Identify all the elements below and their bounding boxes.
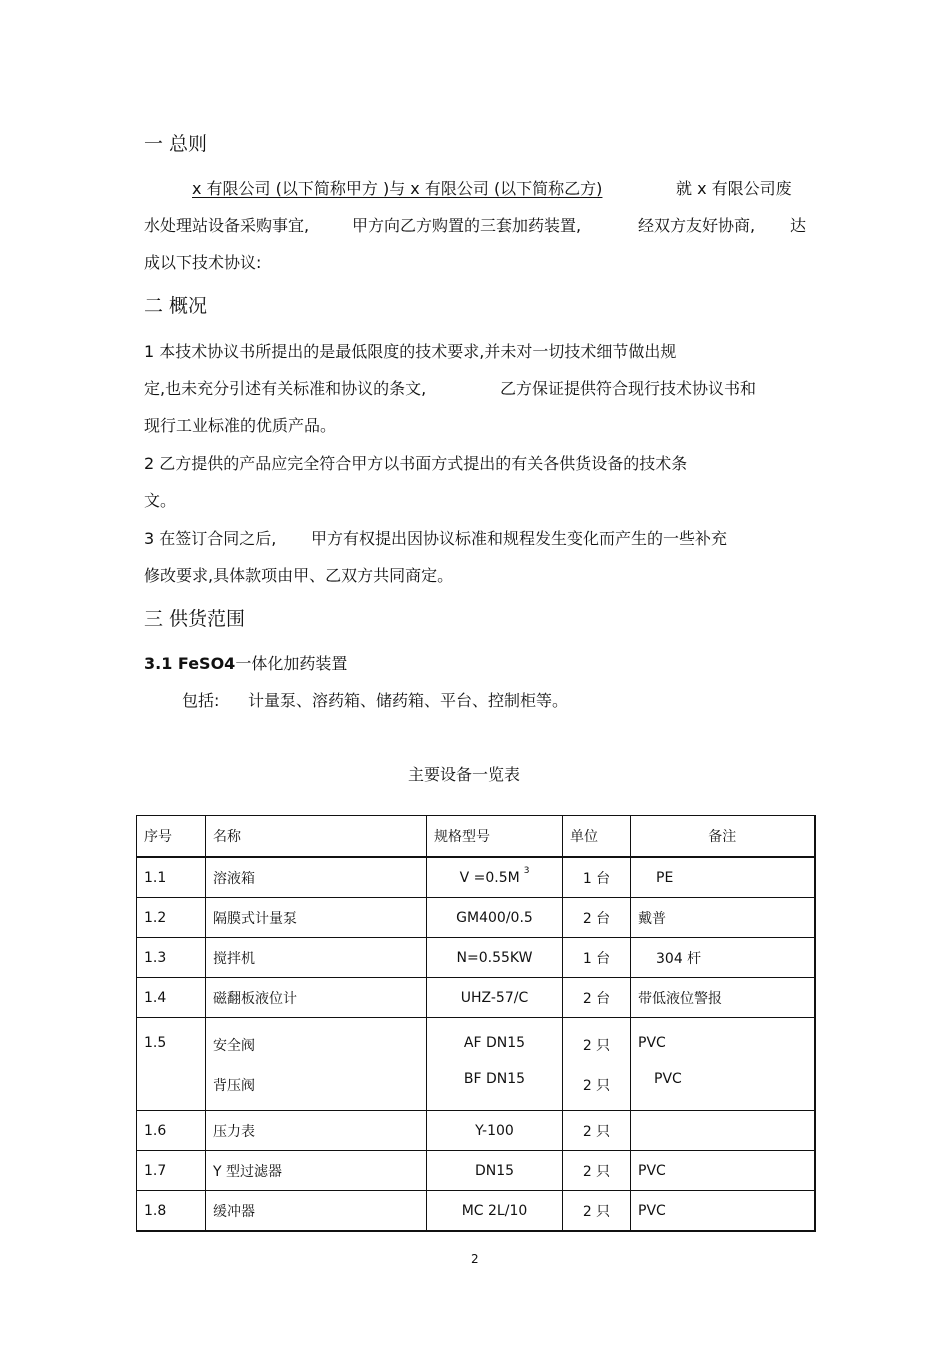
table-header-row bbox=[137, 816, 815, 858]
header-unit: 单位 bbox=[563, 816, 631, 858]
table-row bbox=[137, 1151, 815, 1191]
cell-note-line2: PVC bbox=[654, 1071, 682, 1087]
cell-no: 1.3 bbox=[137, 938, 206, 978]
section-title-general: 一 总则 bbox=[144, 133, 208, 155]
table-caption: 主要设备一览表 bbox=[408, 765, 521, 784]
header-spec: 规格型号 bbox=[427, 816, 563, 858]
cell-spec: MC 2L/10 bbox=[427, 1191, 563, 1232]
cell-name bbox=[206, 1018, 427, 1111]
table-row bbox=[137, 938, 815, 978]
cell-note: PE bbox=[631, 857, 815, 898]
cell-spec-superscript: 3 bbox=[523, 865, 530, 876]
subsection-number: 3.1 FeSO4 bbox=[144, 654, 236, 673]
cell-spec-line2: BF DN15 bbox=[463, 1071, 526, 1087]
cell-spec-text: V =0.5M bbox=[459, 869, 520, 886]
include-label: 包括: bbox=[182, 691, 220, 710]
cell-name: 缓冲器 bbox=[206, 1191, 427, 1232]
cell-spec-line1: AF DN15 bbox=[463, 1035, 526, 1051]
equipment-table bbox=[136, 815, 816, 1232]
cell-name: 溶液箱 bbox=[206, 857, 427, 898]
cell-no: 1.1 bbox=[137, 857, 206, 898]
paragraph-general-line1b: 就 x 有限公司废 bbox=[676, 179, 792, 198]
cell-unit bbox=[563, 1018, 631, 1111]
cell-no: 1.8 bbox=[137, 1191, 206, 1232]
cell-name: 搅拌机 bbox=[206, 938, 427, 978]
cell-unit: 1 台 bbox=[563, 938, 631, 978]
table-row bbox=[137, 857, 815, 898]
cell-spec bbox=[427, 857, 563, 898]
cell-note bbox=[631, 1111, 815, 1151]
overview-item3-line1b: 甲方有权提出因协议标准和规程发生变化而产生的一些补充 bbox=[311, 529, 728, 548]
cell-spec: Y-100 bbox=[427, 1111, 563, 1151]
overview-item1-line2b: 乙方保证提供符合现行技术协议书和 bbox=[500, 379, 757, 398]
paragraph-general-line2a: 水处理站设备采购事宜, bbox=[144, 216, 310, 235]
cell-unit: 1 台 bbox=[563, 857, 631, 898]
overview-item1-line2a: 定,也未充分引述有关标准和协议的条文, bbox=[144, 379, 427, 398]
cell-unit: 2 台 bbox=[563, 898, 631, 938]
section-title-overview: 二 概况 bbox=[144, 295, 208, 317]
paragraph-general-line3: 成以下技术协议: bbox=[144, 253, 262, 272]
cell-unit: 2 只 bbox=[563, 1151, 631, 1191]
cell-note: 304 杆 bbox=[631, 938, 815, 978]
cell-unit-line1: 2 只 bbox=[582, 1038, 611, 1054]
cell-note: 带低液位警报 bbox=[631, 978, 815, 1018]
cell-no: 1.7 bbox=[137, 1151, 206, 1191]
cell-spec: UHZ-57/C bbox=[427, 978, 563, 1018]
page-number: 2 bbox=[471, 1252, 479, 1266]
paragraph-general-line1a: x 有限公司 (以下简称甲方 )与 x 有限公司 (以下简称乙方) bbox=[192, 179, 603, 198]
cell-name: 压力表 bbox=[206, 1111, 427, 1151]
table-row bbox=[137, 1111, 815, 1151]
overview-item1-line3: 现行工业标准的优质产品。 bbox=[144, 416, 337, 435]
overview-item2-line1: 2 乙方提供的产品应完全符合甲方以书面方式提出的有关各供货设备的技术条 bbox=[144, 454, 688, 473]
paragraph-general-line2b: 甲方向乙方购置的三套加药装置, bbox=[352, 216, 582, 235]
overview-item2-line2: 文。 bbox=[144, 491, 177, 510]
cell-unit: 2 台 bbox=[563, 978, 631, 1018]
paragraph-general-line2d: 达 bbox=[790, 216, 807, 235]
cell-spec: GM400/0.5 bbox=[427, 898, 563, 938]
cell-name: 磁翻板液位计 bbox=[206, 978, 427, 1018]
header-name: 名称 bbox=[206, 816, 427, 858]
cell-note: PVC bbox=[631, 1191, 815, 1232]
cell-no: 1.6 bbox=[137, 1111, 206, 1151]
header-no: 序号 bbox=[137, 816, 206, 858]
table-row bbox=[137, 1018, 815, 1111]
cell-unit: 2 只 bbox=[563, 1191, 631, 1232]
paragraph-general-line2c: 经双方友好协商, bbox=[638, 216, 756, 235]
overview-item3-line1a: 3 在签订合同之后, bbox=[144, 529, 277, 548]
cell-note: PVC bbox=[631, 1151, 815, 1191]
cell-name-line1: 安全阀 bbox=[213, 1038, 255, 1054]
overview-item1-line1: 1 本技术协议书所提出的是最低限度的技术要求,并未对一切技术细节做出规 bbox=[144, 342, 677, 361]
include-text: 计量泵、溶药箱、储药箱、平台、控制柜等。 bbox=[248, 691, 569, 710]
cell-unit-line2: 2 只 bbox=[582, 1078, 611, 1094]
cell-no: 1.2 bbox=[137, 898, 206, 938]
cell-no: 1.4 bbox=[137, 978, 206, 1018]
cell-name: Y 型过滤器 bbox=[206, 1151, 427, 1191]
table-row bbox=[137, 1191, 815, 1232]
table-row bbox=[137, 898, 815, 938]
cell-note-line1: PVC bbox=[638, 1035, 666, 1051]
cell-spec: DN15 bbox=[427, 1151, 563, 1191]
table-row bbox=[137, 978, 815, 1018]
cell-note: 戴普 bbox=[631, 898, 815, 938]
subsection-title bbox=[144, 651, 347, 674]
cell-name: 隔膜式计量泵 bbox=[206, 898, 427, 938]
cell-no: 1.5 bbox=[137, 1018, 206, 1111]
cell-spec bbox=[427, 1018, 563, 1111]
cell-note bbox=[631, 1018, 815, 1111]
section-title-supply-scope: 三 供货范围 bbox=[144, 608, 246, 630]
overview-item3-line2: 修改要求,具体款项由甲、乙双方共同商定。 bbox=[144, 566, 454, 585]
subsection-name: 一体化加药装置 bbox=[235, 654, 348, 673]
cell-name-line2: 背压阀 bbox=[213, 1078, 255, 1094]
header-note: 备注 bbox=[631, 816, 815, 858]
cell-unit: 2 只 bbox=[563, 1111, 631, 1151]
cell-spec: N=0.55KW bbox=[427, 938, 563, 978]
